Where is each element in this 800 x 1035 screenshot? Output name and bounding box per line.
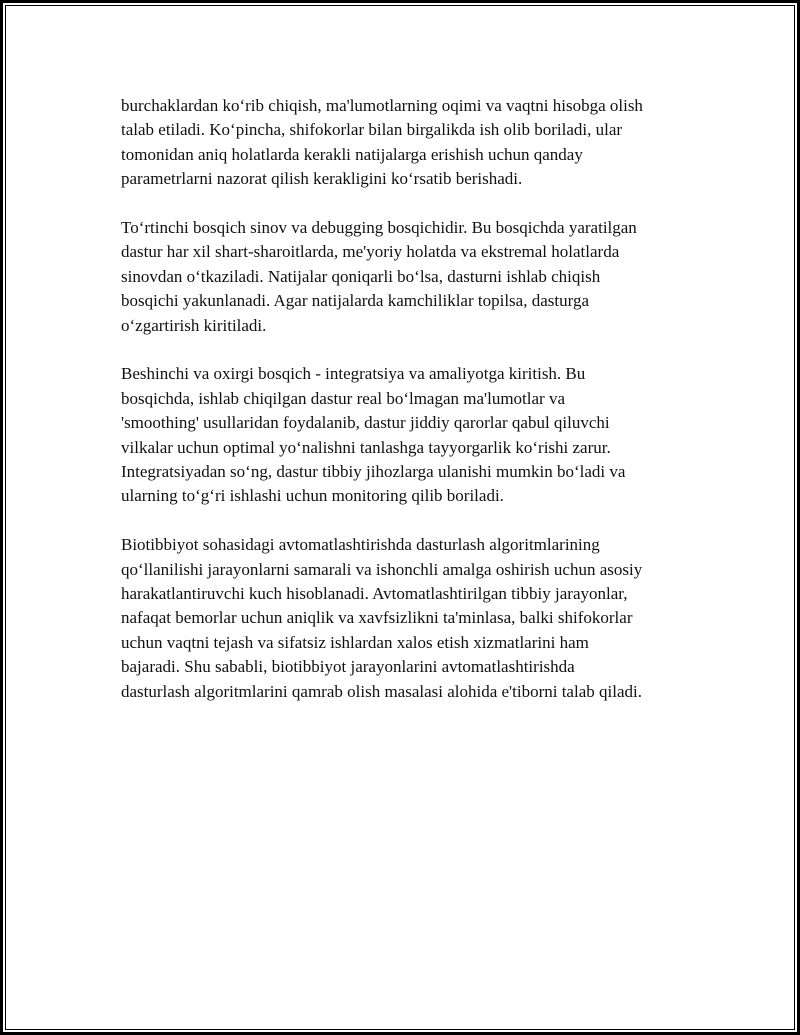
text-line: tomonidan aniq holatlarda kerakli natijalarga erishish uchun qanday [121,144,583,164]
page-body [121,94,701,729]
text-line: sinovdan oʻtkaziladi. Natijalar qoniqarli boʻlsa, dasturni ishlab chiqish [121,266,601,286]
paragraph-2 [121,216,701,338]
text-line: bosqichda, ishlab chiqilgan dastur real boʻlmagan ma'lumotlar va [121,388,565,408]
text-line: vilkalar uchun optimal yoʻnalishni tanlashga tayyorgarlik koʻrishi zarur. [121,437,611,457]
text-line: talab etiladi. Koʻpincha, shifokorlar bilan birgalikda ish olib boriladi, ular [121,120,623,140]
text-line: 'smoothing' usullaridan foydalanib, dastur jiddiy qarorlar qabul qiluvchi [121,413,610,433]
text-line: bajaradi. Shu sababli, biotibbiyot jarayonlarini avtomatlashtirishda [121,657,575,677]
text-line: Biotibbiyot sohasidagi avtomatlashtirishda dasturlash algoritmlarining [121,535,600,555]
text-line: harakatlantiruvchi kuch hisoblanadi. Avtomatlashtirilgan tibbiy jarayonlar, [121,584,628,604]
text-line: qoʻllanilishi jarayonlarni samarali va ishonchli amalga oshirish uchun asosiy [121,559,643,579]
text-line: Beshinchi va oxirgi bosqich - integratsiya va amaliyotga kiritish. Bu [121,364,586,384]
text-line: dasturlash algoritmlarini qamrab olish masalasi alohida e'tiborni talab qiladi. [121,681,642,701]
paragraph-3 [121,362,701,508]
paragraph-1 [121,94,701,192]
text-line: nafaqat bemorlar uchun aniqlik va xavfsizlikni ta'minlasa, balki shifokorlar [121,608,633,628]
text-line: uchun vaqtni tejash va sifatsiz ishlardan xalos etish xizmatlarini ham [121,632,589,652]
text-line: burchaklardan koʻrib chiqish, ma'lumotlarning oqimi va vaqtni hisobga olish [121,96,643,115]
text-line: parametrlarni nazorat qilish kerakligini koʻrsatib berishadi. [121,169,523,189]
text-line: Integratsiyadan soʻng, dastur tibbiy jihozlarga ulanishi mumkin boʻladi va [121,462,626,482]
text-line: ularning toʻgʻri ishlashi uchun monitoring qilib boriladi. [121,486,504,506]
text-line: dastur har xil shart-sharoitlarda, me'yoriy holatda va ekstremal holatlarda [121,242,620,262]
text-line: Toʻrtinchi bosqich sinov va debugging bosqichidir. Bu bosqichda yaratilgan [121,218,637,238]
text-line: oʻzgartirish kiritiladi. [121,315,267,335]
text-line: bosqichi yakunlanadi. Agar natijalarda kamchiliklar topilsa, dasturga [121,291,589,311]
paragraph-4 [121,533,701,704]
